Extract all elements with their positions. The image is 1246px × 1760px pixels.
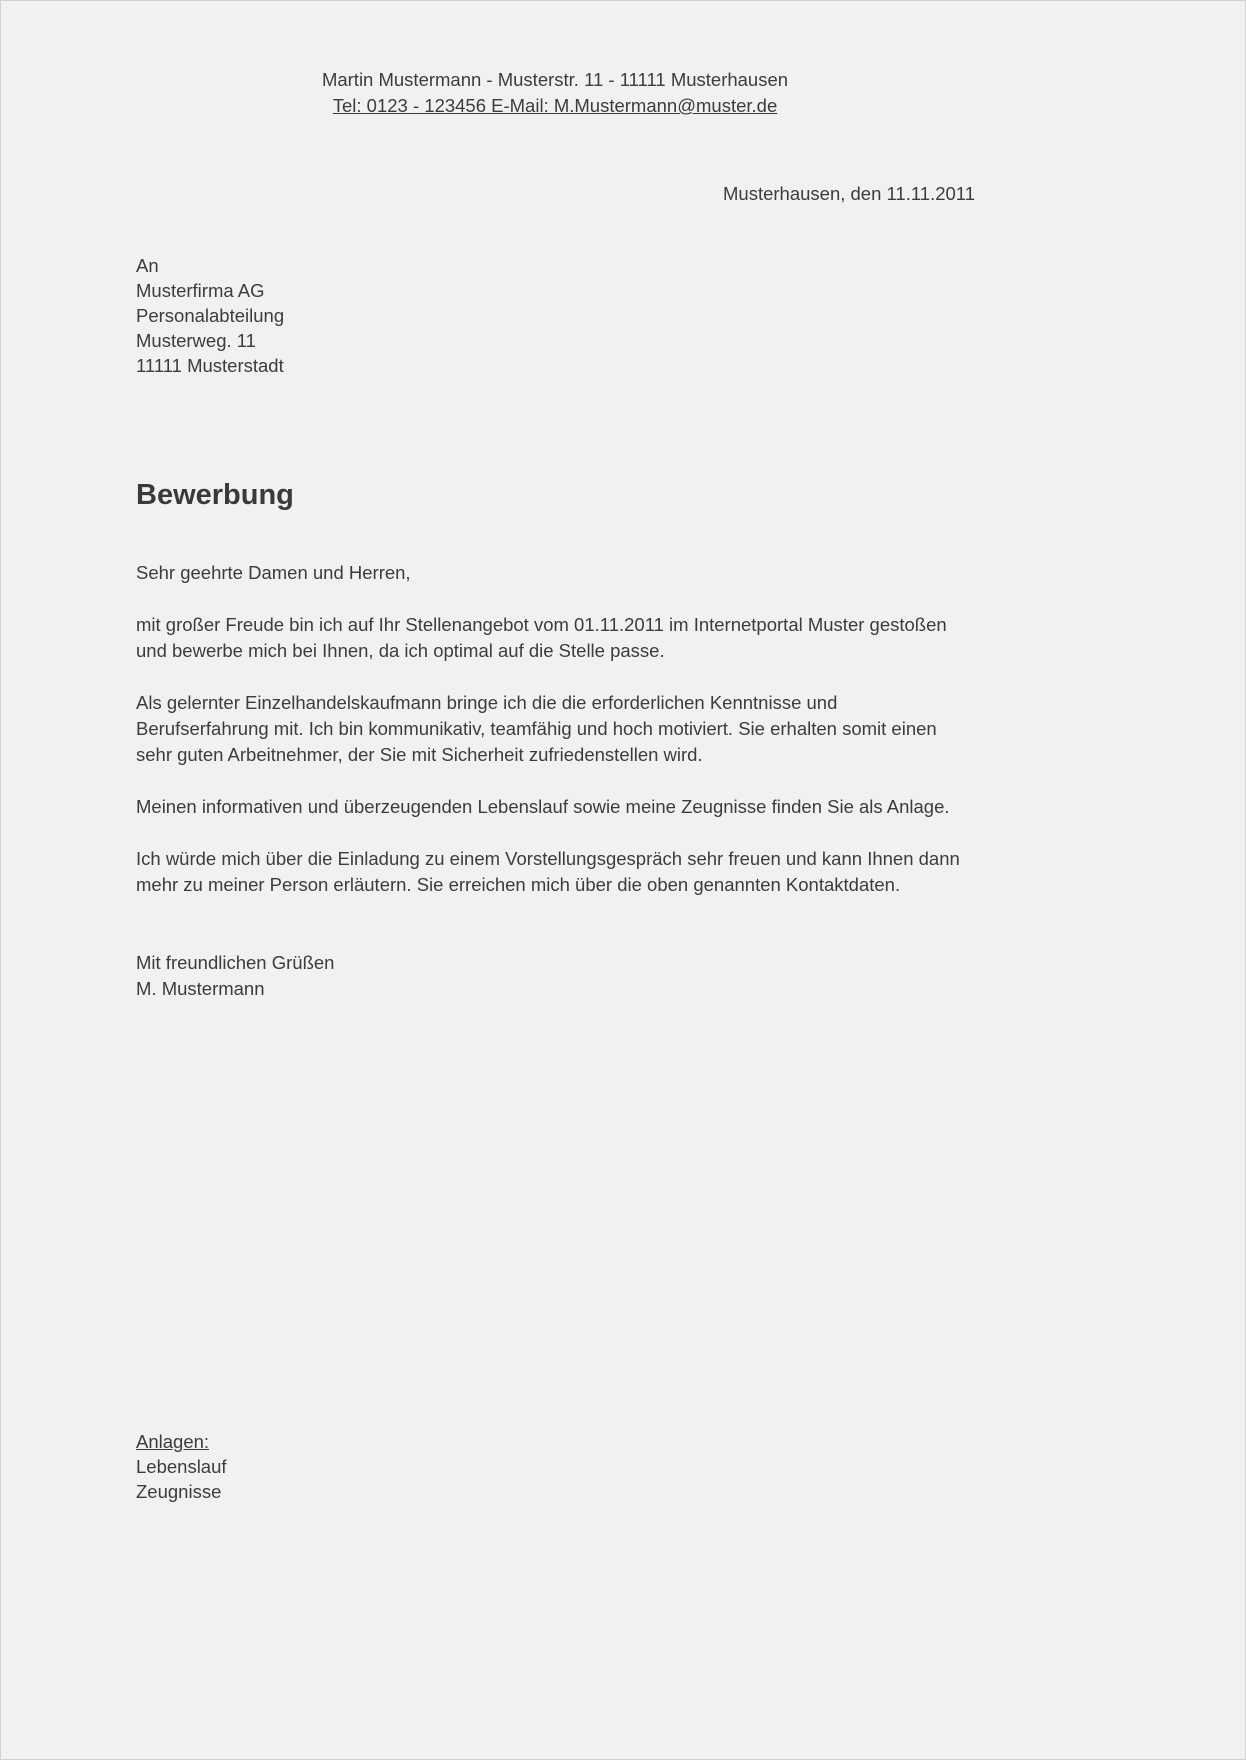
date-line: Musterhausen, den 11.11.2011 [723,183,975,204]
date-block [1,181,1245,207]
recipient-line: An [136,255,159,276]
salutation: Sehr geehrte Damen und Herren, [136,562,411,583]
closing-phrase: Mit freundlichen Grüßen [136,952,335,973]
paragraph-line: Ich würde mich über die Einladung zu einem Vorstellungsgespräch sehr freuen und kann Ihnen dann [136,848,960,869]
recipient-line: Personalabteilung [136,305,285,326]
sender-contact-line: Tel: 0123 - 123456 E-Mail: M.Mustermann@muster.de [332,95,778,116]
enclosures-title: Anlagen: [136,1431,210,1452]
sender-block [1,1,1245,119]
paragraph-line: und bewerbe mich bei Ihnen, da ich optimal auf die Stelle passe. [136,640,665,661]
recipient-block [1,253,1245,378]
enclosures-block [136,1429,227,1504]
recipient-line: Musterfirma AG [136,280,265,301]
paragraph-1 [1,612,1245,664]
enclosure-item: Lebenslauf [136,1456,227,1477]
signature-name: M. Mustermann [136,978,265,999]
sender-address-line: Martin Mustermann - Musterstr. 11 - 11111 Musterhausen [321,69,789,90]
recipient-line: 11111 Musterstadt [136,355,284,376]
paragraph-line: sehr guten Arbeitnehmer, der Sie mit Sicherheit zufriedenstellen wird. [136,744,703,765]
paragraph-line: Als gelernter Einzelhandelskaufmann bringe ich die die erforderlichen Kenntnisse und [136,692,838,713]
enclosure-item: Zeugnisse [136,1481,222,1502]
paragraph-2 [1,690,1245,768]
subject-heading: Bewerbung [136,479,294,511]
paragraph-line: Berufserfahrung mit. Ich bin kommunikativ, teamfähig und hoch motiviert. Sie erhalten somit einen [136,718,937,739]
closing-block [1,950,1245,1002]
paragraph-3 [1,794,1245,820]
paragraph-4 [1,846,1245,898]
recipient-line: Musterweg. 11 [136,330,256,351]
paragraph-line: mehr zu meiner Person erläutern. Sie erreichen mich über die oben genannten Kontaktdaten. [136,874,901,895]
paragraph-line: mit großer Freude bin ich auf Ihr Stellenangebot vom 01.11.2011 im Internetportal Muster gestoßen [136,614,947,635]
paragraph-line: Meinen informativen und überzeugenden Lebenslauf sowie meine Zeugnisse finden Sie als Anlage. [136,796,950,817]
